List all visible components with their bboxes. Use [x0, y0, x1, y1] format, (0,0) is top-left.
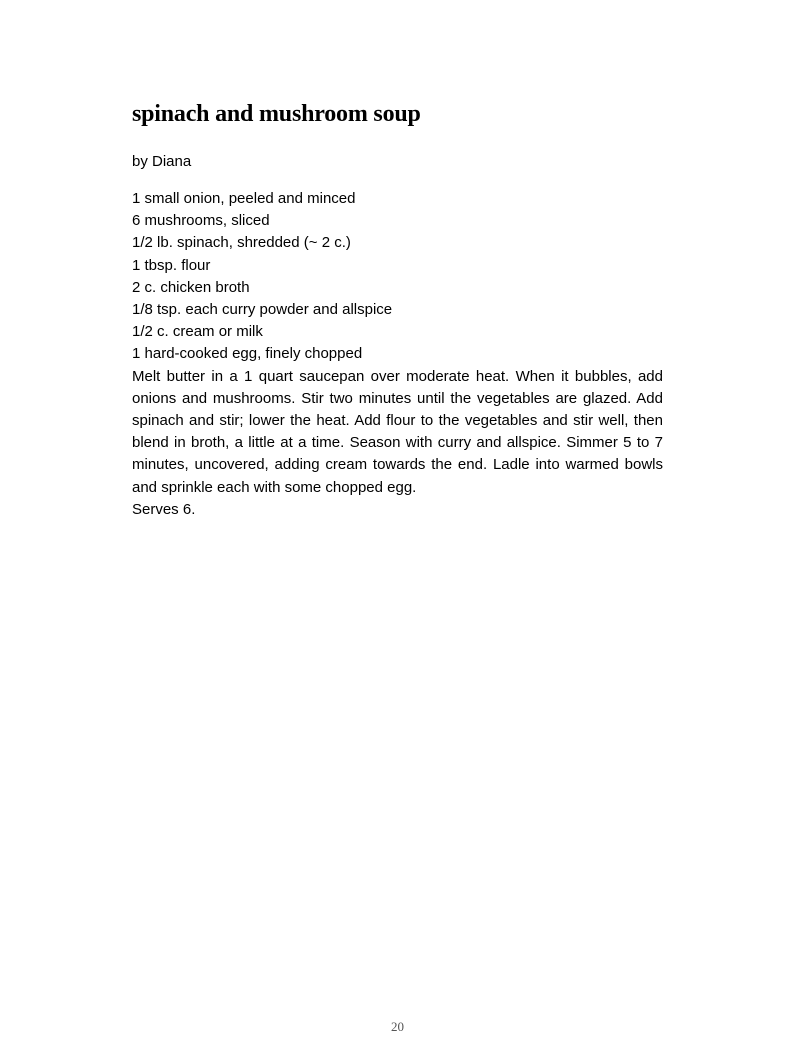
- ingredient-item: 1 small onion, peeled and minced: [132, 190, 356, 207]
- ingredient-list: [132, 188, 663, 366]
- recipe-title: spinach and mushroom soup: [132, 101, 421, 127]
- ingredient-item: 6 mushrooms, sliced: [132, 212, 270, 230]
- page-number: 20: [391, 1019, 404, 1034]
- recipe-body: [132, 188, 663, 521]
- recipe-serves: Serves 6.: [132, 500, 196, 518]
- ingredient-item: 1/8 tsp. each curry powder and allspice: [132, 301, 393, 319]
- ingredient-item: 1/2 c. cream or milk: [132, 323, 263, 341]
- recipe-method: Melt butter in a 1 quart saucepan over moderate heat. When it bubbles, add onions and mushrooms. Stir two minutes until the vegetables are glazed. Add spinach and stir; lower the heat. Add flour to the vegetables and stir well, then blend in broth, a little at a time. Season with curry and allspice. Simmer 5 to 7 minutes, uncovered, adding cream towards the end. Ladle into warmed bowls and sprinkle each with some chopped egg.: [132, 367, 663, 496]
- ingredient-item: 1 tbsp. flour: [132, 256, 211, 274]
- ingredient-item: 2 c. chicken broth: [132, 278, 250, 296]
- ingredient-item: 1 hard-cooked egg, finely chopped: [132, 345, 363, 363]
- recipe-author: by Diana: [132, 153, 192, 170]
- ingredient-item: 1/2 lb. spinach, shredded (~ 2 c.): [132, 234, 351, 252]
